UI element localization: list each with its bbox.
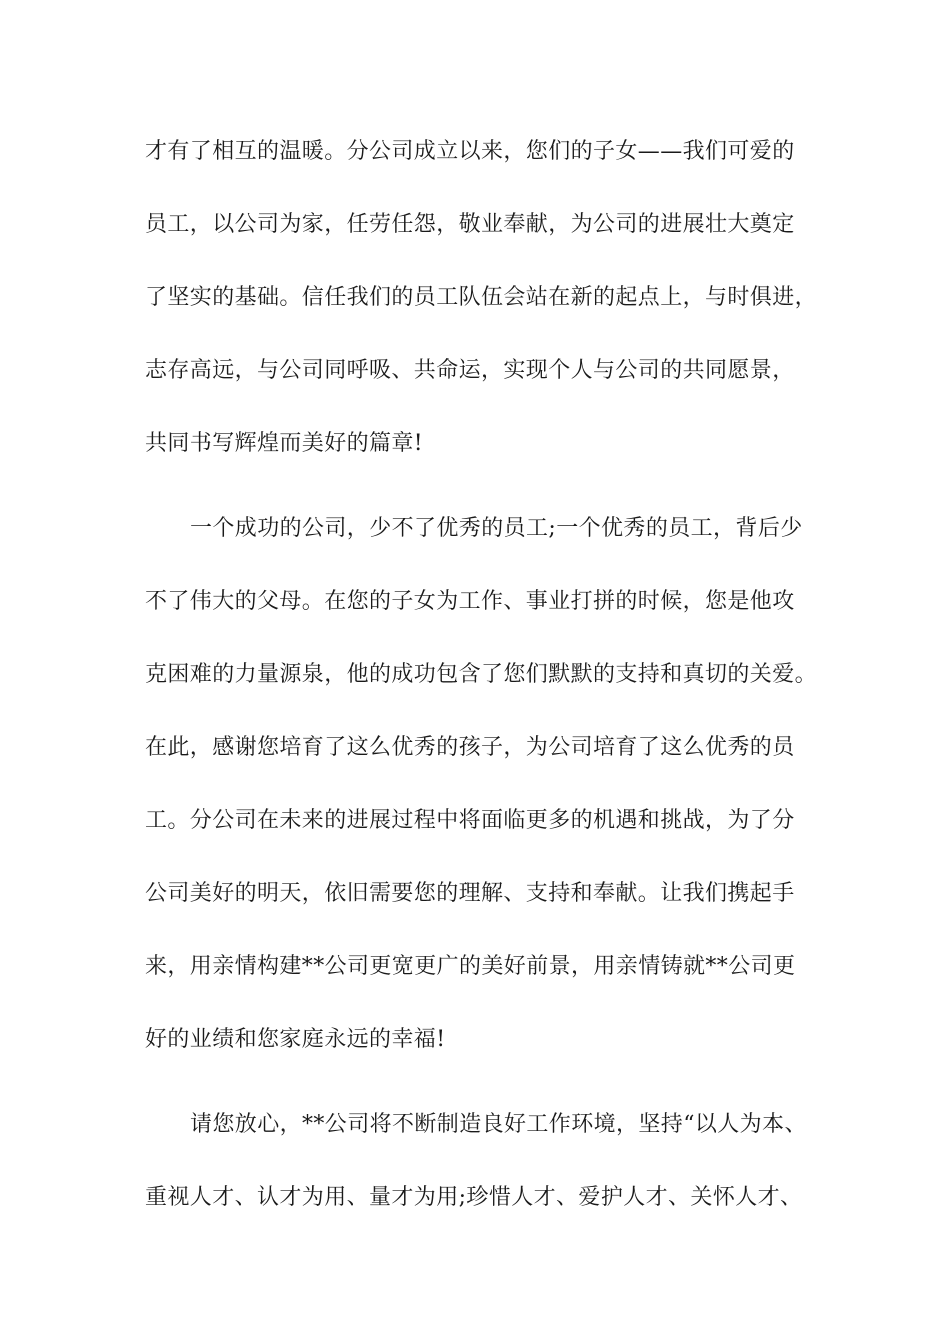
text-line: 不了伟大的父母。在您的子女为工作、事业打拼的时候，您是他攻 [145,589,795,614]
text-line: 才有了相互的温暖。分公司成立以来，您们的子女——我们可爱的 [145,139,795,164]
text-line: 来，用亲情构建**公司更宽更广的美好前景，用亲情铸就**公司更 [145,954,796,979]
paragraph-first-line: 一个成功的公司，少不了优秀的员工;一个优秀的员工，背后少 [190,516,803,541]
paragraph-first-line: 请您放心，**公司将不断制造良好工作环境，坚持“以人为本、 [190,1112,807,1137]
text-line: 了坚实的基础。信任我们的员工队伍会站在新的起点上，与时俱进， [145,285,818,310]
text-line: 在此，感谢您培育了这么优秀的孩子，为公司培育了这么优秀的员 [145,735,795,760]
text-line: 克困难的力量源泉，他的成功包含了您们默默的支持和真切的关爱。 [145,662,818,687]
text-line: 员工，以公司为家，任劳任怨，敬业奉献，为公司的进展壮大奠定 [145,212,795,237]
text-line: 好的业绩和您家庭永远的幸福! [145,1027,446,1052]
text-line: 重视人才、认才为用、量才为用;珍惜人才、爱护人才、关怀人才、 [145,1185,803,1210]
text-line: 共同书写辉煌而美好的篇章! [145,431,424,456]
text-line: 工。分公司在未来的进展过程中将面临更多的机遇和挑战，为了分 [145,808,795,833]
text-line: 志存高远，与公司同呼吸、共命运，实现个人与公司的共同愿景， [145,358,795,383]
text-line: 公司美好的明天，依旧需要您的理解、支持和奉献。让我们携起手 [145,881,795,906]
